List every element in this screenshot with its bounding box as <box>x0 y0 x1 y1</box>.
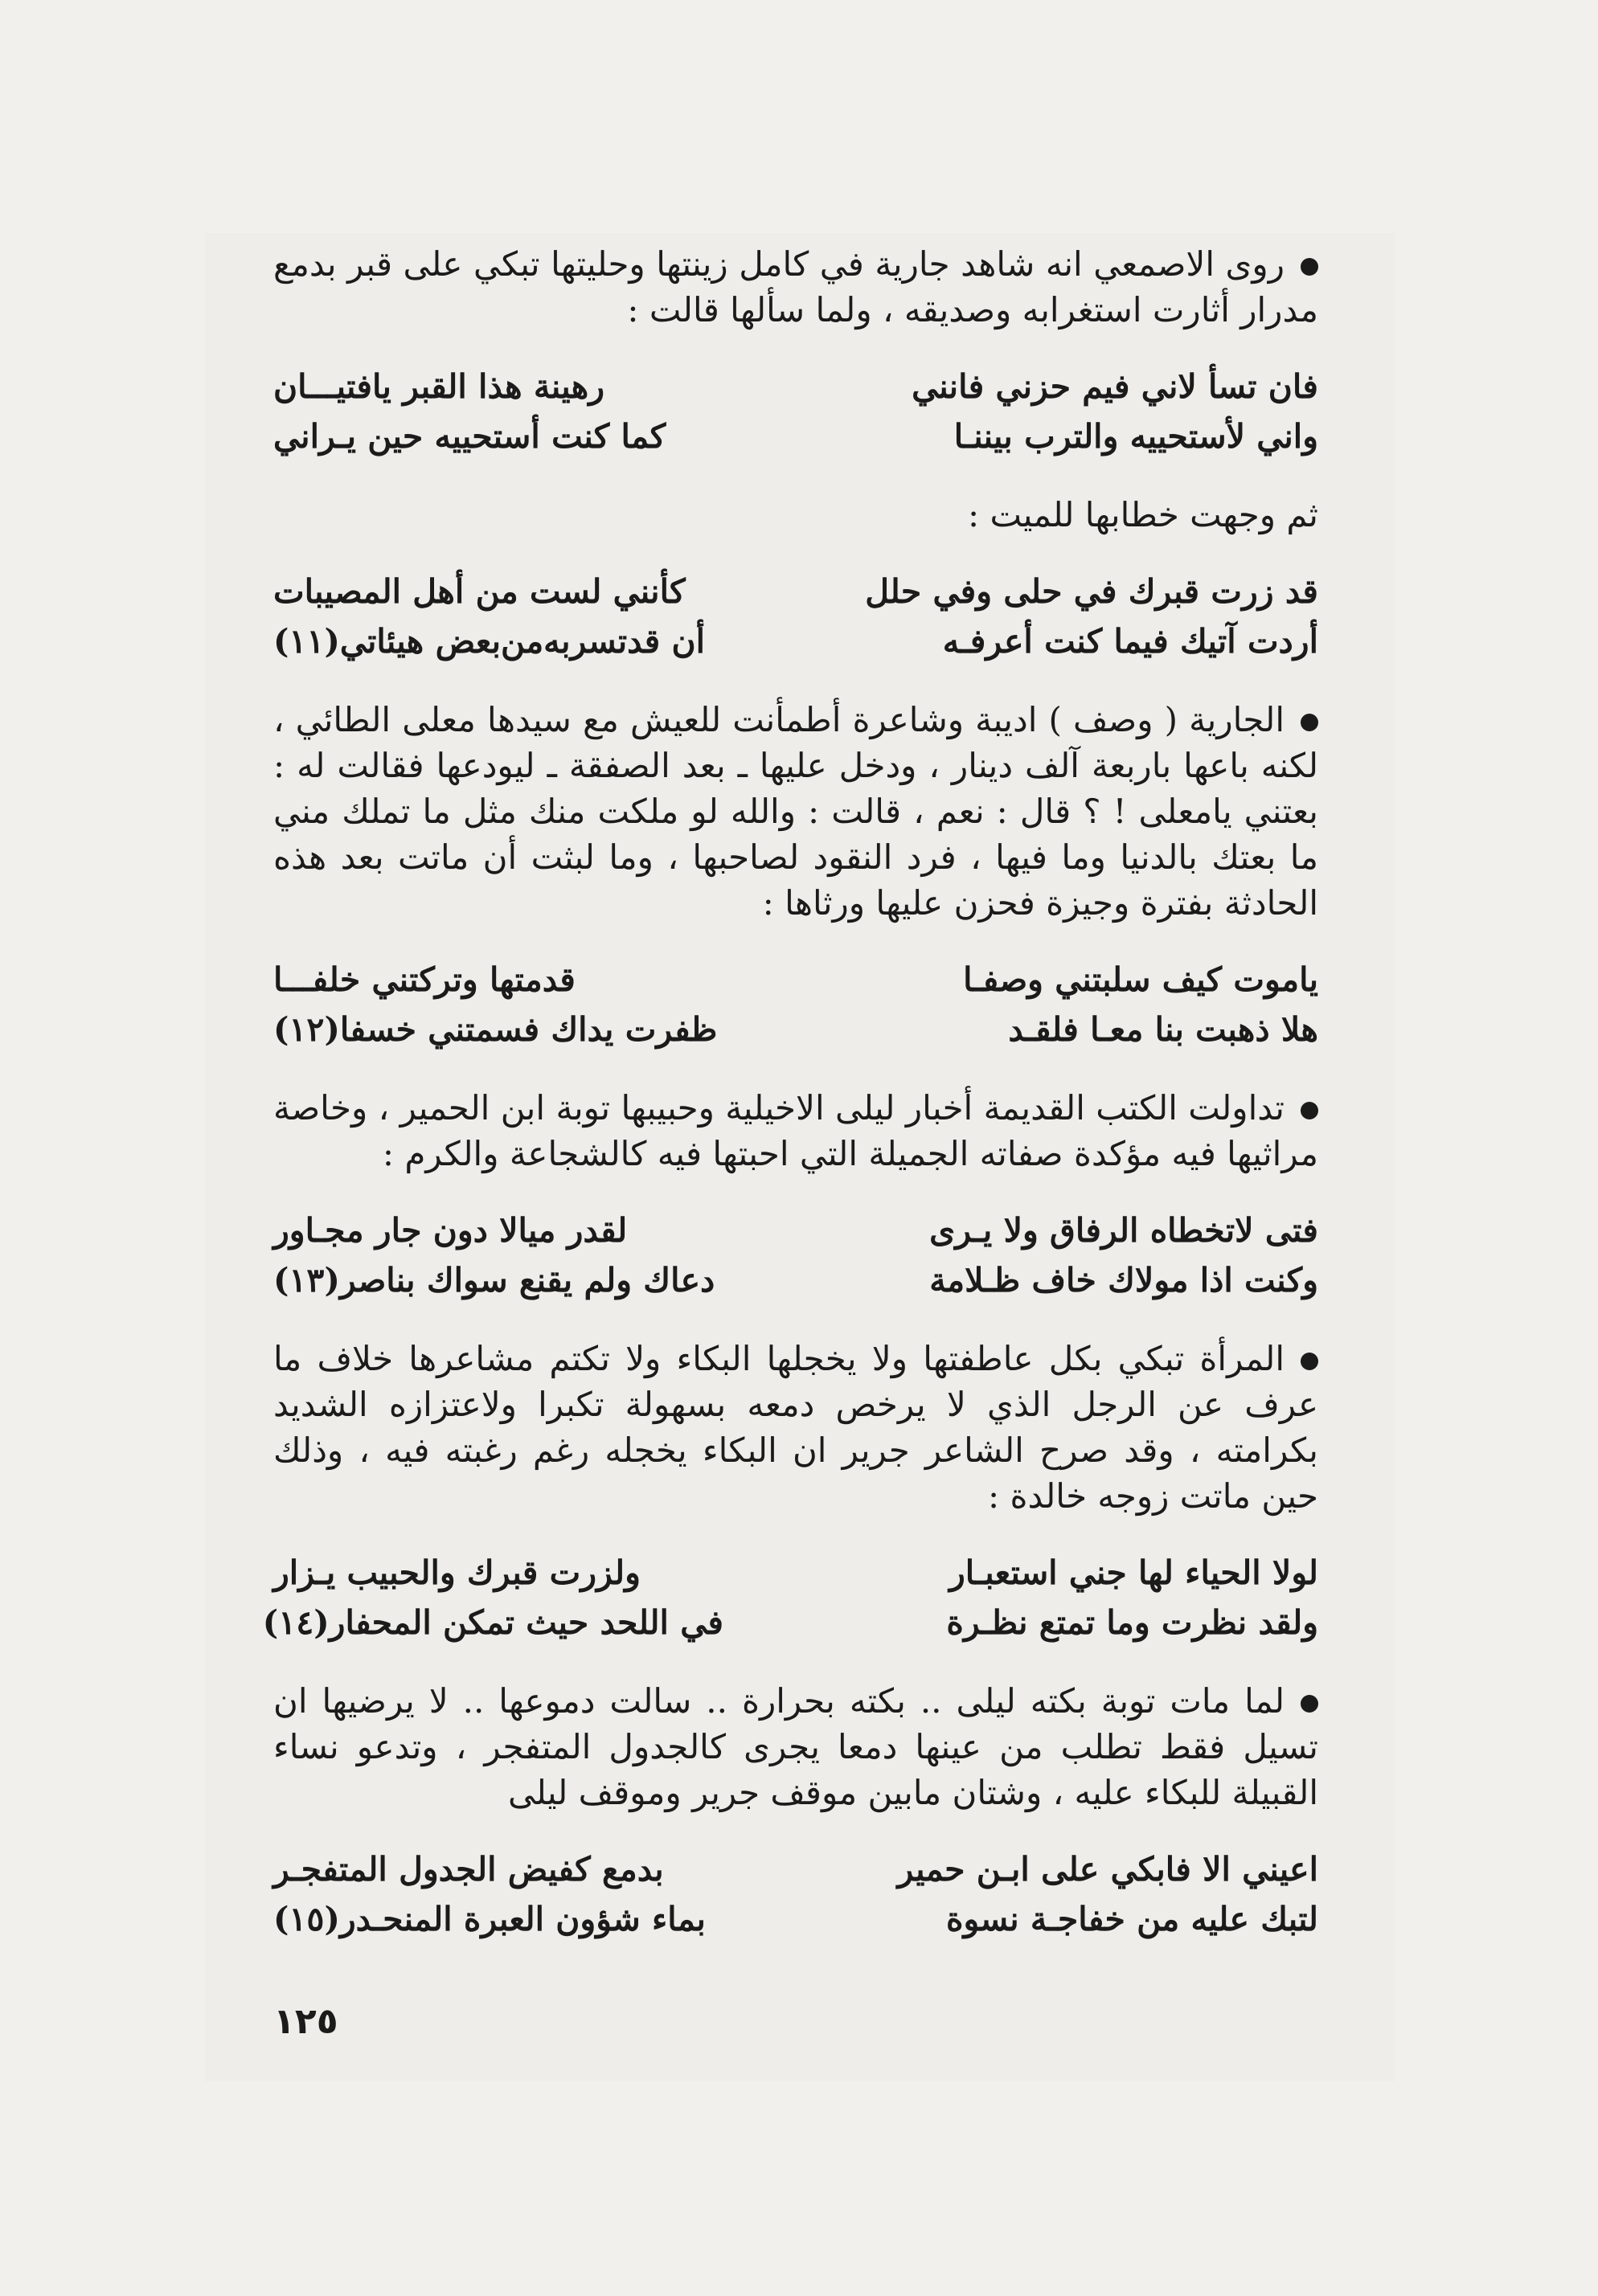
paragraph-jariya <box>273 697 1318 926</box>
bullet-icon <box>1301 714 1318 731</box>
verse-first-hemistich: قد زرت قبرك في حلى وفي حلل <box>865 572 1318 611</box>
verse-first-hemistich: لولا الحياء لها جني استعبـار <box>949 1553 1318 1592</box>
verse-second-hemistich: ظفرت يداك فسمتني خسفا(١٢) <box>273 1010 718 1049</box>
verse-first-hemistich: ولقد نظرت وما تمتع نظـرة <box>946 1603 1318 1642</box>
poem-verses-4 <box>273 1205 1318 1305</box>
verse-first-hemistich: فتى لاتخطاه الرفاق ولا يـرى <box>929 1211 1318 1250</box>
paragraph-jarir <box>273 1336 1318 1519</box>
intro-line: ثم وجهت خطابها للميت : <box>968 495 1318 534</box>
bullet-icon <box>1301 258 1318 276</box>
verse-line <box>273 1894 1318 1944</box>
verse-first-hemistich: اعيني الا فابكي على ابـن حمير <box>897 1850 1318 1889</box>
poem-verses-3 <box>273 955 1318 1054</box>
verse-line <box>273 411 1318 461</box>
verse-second-hemistich: كما كنت أستحييه حين يـراني <box>273 417 666 456</box>
paragraph-text: لما مات توبة بكته ليلى .. بكته بحرارة .. سالت دموعها .. لا يرضيها ان تسيل فقط تطلب من عينها دمعا يجرى كالجدول المتفجر ، وتدعو نساء القبيلة للبكاء عليه ، وشتان مابين موقف جرير وموقف ليلى <box>273 1681 1318 1812</box>
verse-line <box>273 1205 1318 1255</box>
paragraph-asmai <box>273 241 1318 333</box>
verse-second-hemistich: لقدر ميالا دون جار مجـاور <box>273 1211 628 1250</box>
poem-verses-1 <box>273 362 1318 461</box>
poem-verses-2 <box>273 567 1318 666</box>
verse-first-hemistich: واني لأستحييه والترب بيننـا <box>953 417 1318 456</box>
verse-second-hemistich: دعاك ولم يقنع سواك بناصر(١٣) <box>273 1261 715 1299</box>
verse-line <box>262 1598 1318 1647</box>
verse-second-hemistich: أن قدتسربه‌من‌بعض هيئاتي(١١) <box>273 622 706 661</box>
verse-second-hemistich: بماء شؤون العبرة المنحـدر(١٥) <box>273 1900 706 1938</box>
verse-line <box>273 1844 1318 1894</box>
verse-second-hemistich: ولزرت قبرك والحبيب يـزار <box>273 1553 641 1592</box>
poem-verses-6 <box>273 1844 1318 1944</box>
page-number: ١٢٥ <box>273 2001 338 2042</box>
paragraph-text: روى الاصمعي انه شاهد جارية في كامل زينتها وحليتها تبكي على قبر بدمع مدرار أثارت استغرابه وصديقه ، ولما سألها قالت : <box>273 244 1318 329</box>
verse-first-hemistich: لتبك عليه من خفاجـة نسوة <box>945 1900 1318 1938</box>
verse-second-hemistich: رهينة هذا القبر يافتيـــان <box>273 367 605 406</box>
verse-second-hemistich: كأنني لست من أهل المصيبات <box>273 572 686 611</box>
verse-first-hemistich: ياموت كيف سلبتني وصفـا <box>963 960 1318 999</box>
verse-first-hemistich: فان تسأ لاني فيم حزني فانني <box>912 367 1318 406</box>
verse-line <box>273 1548 1318 1598</box>
verse-first-hemistich: هلا ذهبت بنا معـا فلقـد <box>1008 1010 1318 1049</box>
bullet-icon <box>1301 1353 1318 1370</box>
verse-first-hemistich: أردت آتيك فيما كنت أعرفـه <box>942 622 1318 661</box>
paragraph-text: الجارية ( وصف ) اديبة وشاعرة أطمأنت للعيش مع سيدها معلى الطائي ، لكنه باعها باربعة آلف دينار ، ودخل عليها ـ بعد الصفقة ـ ليودعها فقالت له : بعتني يامعلى ! ؟ قال : نعم ، قالت : والله لو ملكت منك مثل ما تملك مني ما بعتك بالدنيا وما فيها ، فرد النقود لصاحبها ، وما لبثت أن ماتت بعد هذه الحادثة بفترة وجيزة فحزن عليها ورثاها : <box>273 700 1318 923</box>
verse-line <box>273 362 1318 411</box>
verse-line <box>273 955 1318 1005</box>
bullet-icon <box>1301 1102 1318 1119</box>
verse-second-hemistich: في اللحد حيث تمكن المحفار(١٤) <box>262 1603 723 1642</box>
verse-second-hemistich: بدمع كفيض الجدول المتفجـر <box>273 1850 664 1889</box>
page-body <box>262 241 1319 1975</box>
verse-line <box>273 616 1318 666</box>
verse-second-hemistich: قدمتها وتركتني خلفـــا <box>273 960 576 999</box>
paragraph-tawba <box>273 1678 1318 1815</box>
paragraph-layla <box>273 1085 1318 1177</box>
verse-first-hemistich: وكنت اذا مولاك خاف ظـلامة <box>929 1261 1318 1299</box>
poem-verses-5 <box>262 1548 1318 1647</box>
verse-line <box>273 1255 1318 1305</box>
verse-line <box>273 1005 1318 1054</box>
verse-line <box>273 567 1318 616</box>
paragraph-text: المرأة تبكي بكل عاطفتها ولا يخجلها البكاء ولا تكتم مشاعرها خلاف ما عرف عن الرجل الذي لا يرخص دمعه بسهولة تكبرا ولاعتزازه الشديد بكرامته ، وقد صرح الشاعر جرير ان البكاء يخجله رغم رغبته فيه ، وذلك حين ماتت زوجه خالدة : <box>273 1339 1319 1516</box>
bullet-icon <box>1301 1695 1318 1713</box>
paragraph-text: تداولت الكتب القديمة أخبار ليلى الاخيلية وحبيبها توبة ابن الحمير ، وخاصة مراثيها فيه مؤكدة صفاته الجميلة التي احبتها فيه كالشجاعة والكرم : <box>273 1088 1318 1173</box>
